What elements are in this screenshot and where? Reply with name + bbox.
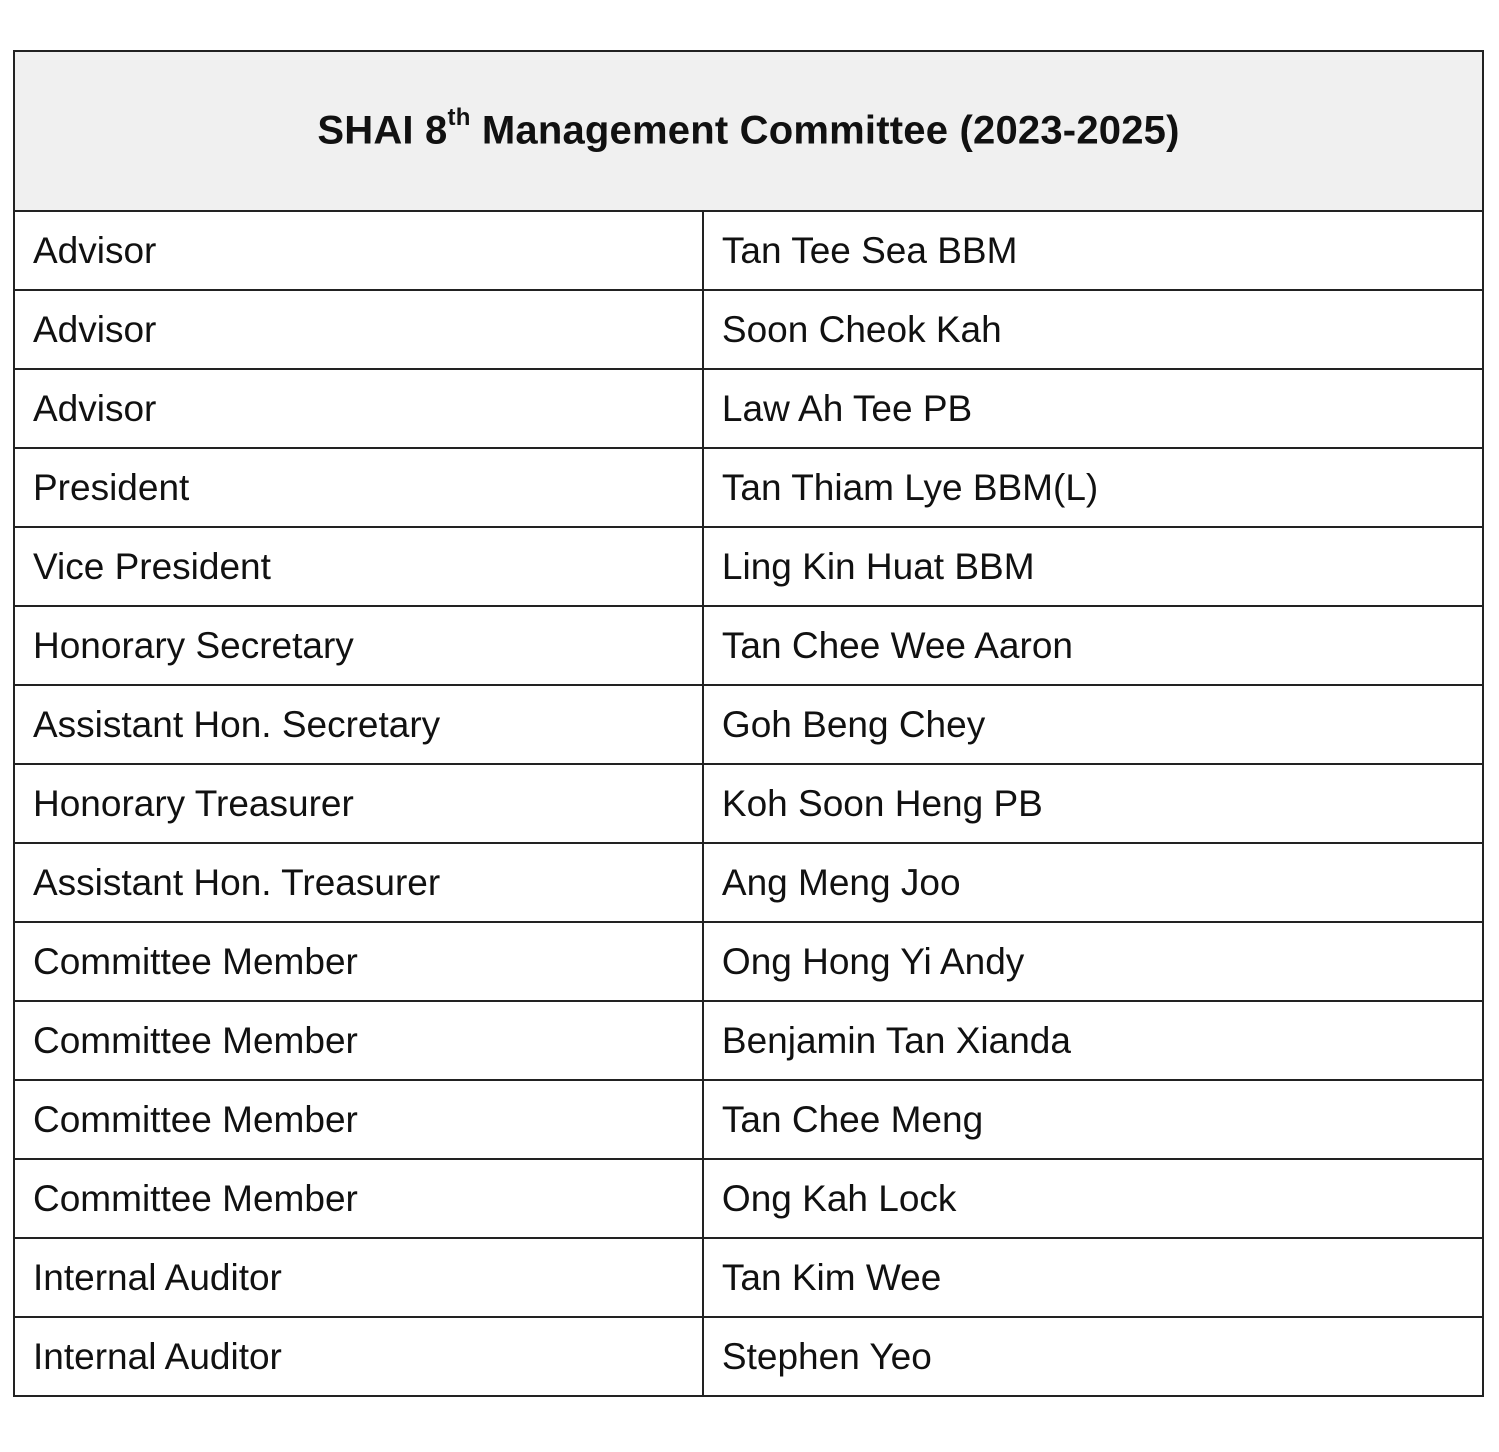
role-cell: Internal Auditor	[14, 1238, 703, 1317]
table-row	[14, 1238, 1483, 1317]
name-cell: Stephen Yeo	[703, 1317, 1483, 1396]
table-row	[14, 211, 1483, 290]
name-cell: Soon Cheok Kah	[703, 290, 1483, 369]
table-row	[14, 843, 1483, 922]
role-cell: Committee Member	[14, 922, 703, 1001]
title-prefix: SHAI 8	[317, 108, 448, 153]
name-cell: Benjamin Tan Xianda	[703, 1001, 1483, 1080]
table-row	[14, 448, 1483, 527]
role-cell: Assistant Hon. Secretary	[14, 685, 703, 764]
role-cell: Advisor	[14, 369, 703, 448]
role-cell: Committee Member	[14, 1080, 703, 1159]
name-cell: Koh Soon Heng PB	[703, 764, 1483, 843]
name-cell: Tan Thiam Lye BBM(L)	[703, 448, 1483, 527]
table-row	[14, 1159, 1483, 1238]
name-cell: Tan Chee Meng	[703, 1080, 1483, 1159]
role-cell: Assistant Hon. Treasurer	[14, 843, 703, 922]
name-cell: Tan Kim Wee	[703, 1238, 1483, 1317]
name-cell: Tan Tee Sea BBM	[703, 211, 1483, 290]
table-row	[14, 764, 1483, 843]
role-cell: President	[14, 448, 703, 527]
name-cell: Ong Hong Yi Andy	[703, 922, 1483, 1001]
table-row	[14, 1080, 1483, 1159]
name-cell: Ling Kin Huat BBM	[703, 527, 1483, 606]
name-cell: Ong Kah Lock	[703, 1159, 1483, 1238]
table-row	[14, 1001, 1483, 1080]
table-title	[14, 51, 1483, 211]
table-row	[14, 369, 1483, 448]
table-row	[14, 290, 1483, 369]
title-suffix: Management Committee (2023-2025)	[470, 108, 1180, 153]
role-cell: Committee Member	[14, 1159, 703, 1238]
name-cell: Tan Chee Wee Aaron	[703, 606, 1483, 685]
name-cell: Ang Meng Joo	[703, 843, 1483, 922]
table-row	[14, 606, 1483, 685]
table-row	[14, 685, 1483, 764]
name-cell: Goh Beng Chey	[703, 685, 1483, 764]
role-cell: Advisor	[14, 290, 703, 369]
role-cell: Honorary Treasurer	[14, 764, 703, 843]
role-cell: Honorary Secretary	[14, 606, 703, 685]
committee-table	[13, 50, 1484, 1397]
role-cell: Advisor	[14, 211, 703, 290]
role-cell: Internal Auditor	[14, 1317, 703, 1396]
table-row	[14, 922, 1483, 1001]
role-cell: Vice President	[14, 527, 703, 606]
role-cell: Committee Member	[14, 1001, 703, 1080]
table-row	[14, 1317, 1483, 1396]
name-cell: Law Ah Tee PB	[703, 369, 1483, 448]
title-superscript: th	[447, 104, 471, 132]
table-row	[14, 527, 1483, 606]
